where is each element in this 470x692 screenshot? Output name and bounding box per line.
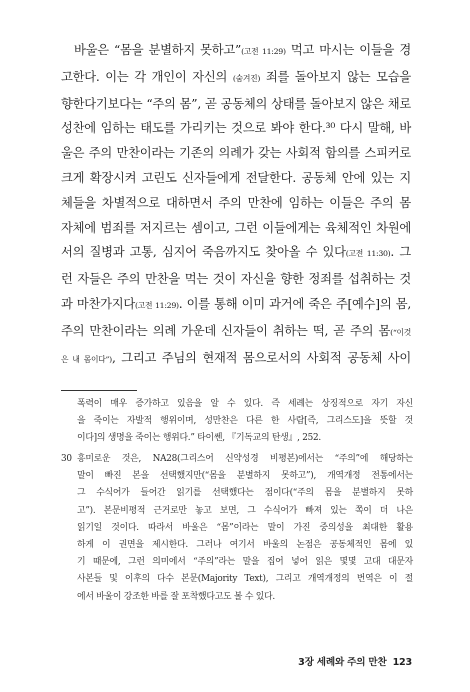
footnote-line: 사본들 및 이후의 다수 본문(Majority Text), 그리고 개역개정의 번역은 이 절	[77, 574, 413, 585]
body-line: 서의 질병과 고통, 심지어 죽음까지도 찾아올 수 있다(고전 11:30). 그	[61, 245, 411, 260]
page-number: 123	[392, 657, 412, 668]
footnote-line: 을 죽이는 자발적 행위이며, 성만찬은 다른 한 사람[즉, 그리스도]을 뜻할 것	[77, 416, 413, 427]
body-line: 주의 만찬이라는 의례 가운데 신자들이 취하는 떡, 곧 주의 몸(“이것	[61, 323, 411, 338]
footnote-line: 기 때문에, 그런 의미에서 “주의”라는 말을 집어 넣어 읽은 몇몇 고대 대문자	[77, 557, 413, 568]
body-line: 울은 주의 만찬이라는 기존의 의례가 갖는 사회적 함의를 스피커로	[61, 146, 411, 161]
main-body-text	[61, 38, 411, 372]
footnote-body	[77, 451, 413, 606]
body-line: 런 자들은 주의 만찬을 먹는 것이 자신을 향한 정죄를 섭취하는 것	[61, 272, 411, 287]
footnote-line: 흥미로운 것은, NA28(그리스어 신약성경 비평본)에서는 “주의”에 해당하는	[77, 454, 413, 464]
footnote-divider	[61, 390, 137, 391]
body-line: 은 내 몸이다”), 그리고 주님의 현재적 몸으로서의 사회적 공동체 사이	[61, 350, 411, 365]
chapter-title: 3장 세례와 주의 만찬	[298, 657, 387, 668]
body-line: 바울은 “몸을 분별하지 못하고”(고전 11:29) 먹고 마시는 이들을 경	[74, 43, 411, 57]
body-line: 자체에 범죄를 저지르는 셈이고, 그런 이들에게는 육체적인 차원에	[61, 220, 411, 235]
running-footer	[298, 654, 412, 668]
footnote-number: 30	[61, 454, 72, 464]
footnote-line: 고”). 본문비평적 근거로만 놓고 보면, 그 수식어가 빠져 있는 쪽이 더 나은	[77, 505, 413, 516]
body-line: 성찬에 임하는 태도를 가리키는 것으로 봐야 한다.³⁰ 다시 말해, 바	[61, 121, 411, 136]
footnote-line: 에서 바울이 강조한 바를 잘 포착했다고도 볼 수 있다.	[77, 591, 275, 602]
footnote-continuation	[61, 396, 413, 448]
footnote-line: 말이 빠진 본을 선택했지만(“몸을 분별하지 못하고”), 개역개정 전통에서는	[77, 471, 413, 482]
body-line: 향한다기보다는 “주의 몸”, 곧 공동체의 상태를 돌아보지 않은 채로	[61, 96, 411, 111]
body-line: 과 마찬가지다(고전 11:29). 이를 통해 이미 과거에 죽은 주[예수]의 몸,	[61, 296, 411, 311]
footnote-line: 폭력이 매우 증가하고 있음을 알 수 있다. 즉 세례는 상징적으로 자기 자신	[77, 399, 413, 409]
footnote-30	[61, 451, 413, 606]
body-line: 크게 확장시켜 고린도 신자들에게 전달한다. 공동체 안에 있는 지	[61, 170, 411, 185]
footnote-line: 이다]의 생명을 죽이는 행위다.” 타이쎈, 『기독교의 탄생』, 252.	[77, 433, 322, 444]
body-line: 체들을 차별적으로 대하면서 주의 만찬에 임하는 이들은 주의 몸	[61, 195, 411, 210]
footnote-line: 읽기일 것이다. 따라서 바울은 “몸”이라는 말이 가진 중의성을 최대한 활용	[77, 522, 413, 533]
footnote-line: 그 수식어가 들어간 읽기를 선택했다는 점이다(“주의 몸을 분별하지 못하	[77, 488, 413, 499]
footnote-line: 하게 이 권면을 제시한다. 그러나 여기서 바울의 논점은 공동체적인 몸에 있	[77, 540, 413, 551]
body-line: 고한다. 이는 각 개인이 자신의 (숨겨진) 죄를 돌아보지 않는 모습을	[61, 69, 411, 84]
